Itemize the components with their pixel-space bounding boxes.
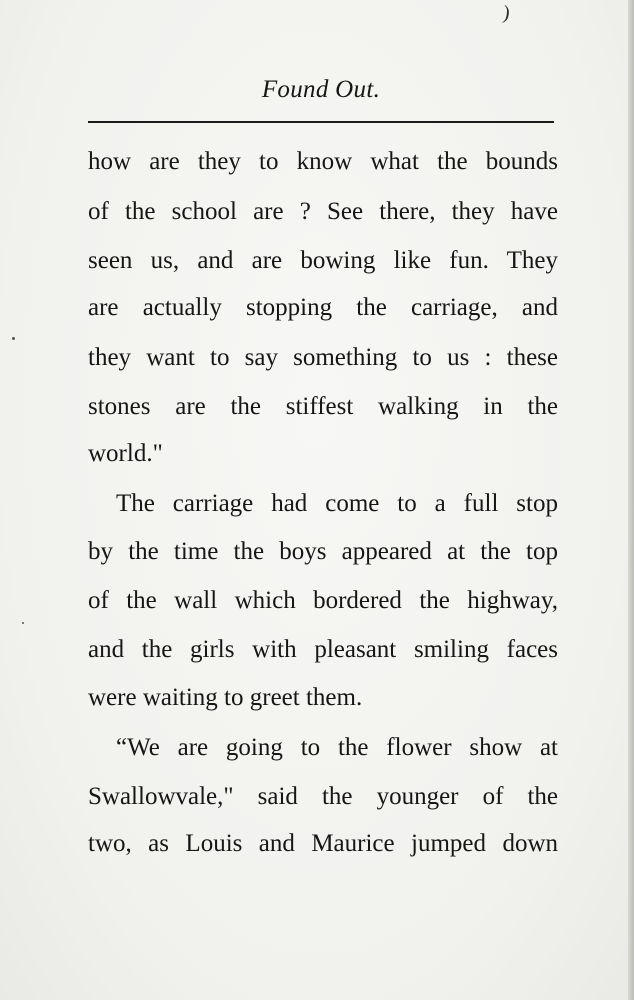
text-line: of the wall which bordered the highway, [88,587,558,614]
paragraph-first-line: “We are going to the flower show at [116,734,558,761]
text-line: two, as Louis and Maurice jumped down [88,830,558,857]
text-line: Swallowvale," said the younger of the [88,783,558,810]
text-line: they want to say something to us : these [88,344,558,371]
page-edge-shadow [628,0,634,1000]
text-line: stones are the stiffest walking in the [88,393,558,420]
text-line: were waiting to greet them. [88,684,363,711]
text-line: how are they to know what the bounds [88,148,558,175]
ink-speck [22,622,24,624]
ink-speck [12,337,15,340]
text-line: are actually stopping the carriage, and [88,294,558,321]
corner-pencil-mark: ) [501,1,512,25]
text-line: and the girls with pleasant smiling faces [88,636,558,663]
text-line: by the time the boys appeared at the top [88,538,558,565]
text-line: seen us, and are bowing like fun. They [88,247,558,274]
text-line: of the school are ? See there, they have [88,198,558,225]
paragraph-first-line: The carriage had come to a full stop [116,490,558,517]
running-head: Found Out. [261,76,381,103]
text-line: world." [88,440,163,467]
header-rule [88,121,554,123]
